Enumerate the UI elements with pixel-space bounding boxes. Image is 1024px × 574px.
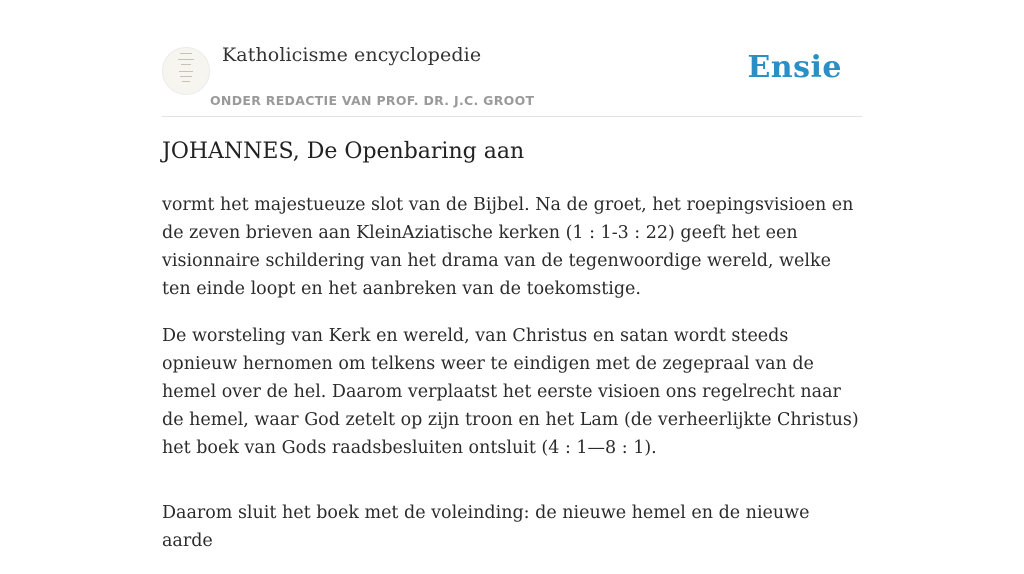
paragraph: Daarom sluit het boek met de voleinding: de nieuwe hemel en de nieuwe aarde (162, 503, 810, 551)
paragraph: vormt het majestueuze slot van de Bijbel. Na de groet, het roepingsvisioen en de zeven brieven aan KleinAziatische kerken (1 : 1-3 : 22) geeft het een visionnaire schildering van het drama van de tegenwoordige wereld, welke ten einde loopt en het aanbreken van de toekomstige. (162, 195, 854, 299)
article-title: JOHANNES, De Openbaring aan (162, 139, 525, 164)
editor-credit: ONDER REDACTIE VAN PROF. DR. J.C. GROOT (210, 93, 535, 108)
page (162, 0, 862, 551)
paragraph: De worsteling van Kerk en wereld, van Christus en satan wordt steeds opnieuw hernomen om telkens weer te eindigen met de zegepraal van de hemel over de hel. Daarom verplaatst het eerste visioen ons regelrecht naar de hemel, waar God zetelt op zijn troon en het Lam (de verheerlijkte Christus) het boek van Gods raadsbesluiten ontsluit (4 : 1—8 : 1). (162, 326, 859, 458)
brand-logo[interactable]: Ensie (747, 50, 842, 85)
book-title[interactable]: Katholicisme encyclopedie (222, 44, 482, 66)
header (162, 0, 862, 117)
book-cover-image[interactable] (162, 47, 210, 95)
article-body (162, 191, 862, 574)
